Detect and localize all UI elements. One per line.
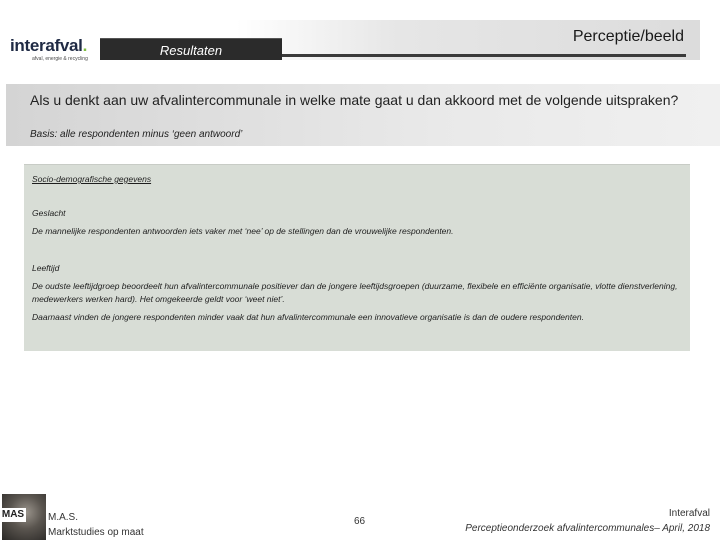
findings-panel [24,164,690,351]
mas-badge: MAS [1,509,25,520]
question-text: Als u denkt aan uw afvalintercommunale in welke mate gaat u dan akkoord met de volgende uitspraken? [30,92,679,108]
gender-finding: De mannelijke respondenten antwoorden iets vaker met ‘nee’ op de stellingen dan de vrouwelijke respondenten. [32,226,454,236]
basis-note: Basis: alle respondenten minus ‘geen antwoord’ [30,129,243,140]
company-name: Marktstudies op maat [48,527,144,538]
footer-report [465,506,710,536]
age-label: Leeftijd [32,263,60,273]
interafval-logo [4,26,96,66]
section-tab [100,38,282,60]
header-divider [282,54,686,57]
age-finding: De oudste leeftijdgroep beoordeelt hun afvalintercommunale positiever dan de jongere leeftijdsgroepen (duurzame, flexibele en efficiënte organisatie, vlotte dienstverlening, medewerkers werken hard). Het omgekeerde geldt voor ‘weet niet’. [32,281,678,304]
gender-label: Geslacht [32,208,66,218]
report-title: Perceptieonderzoek afvalintercommunales– April, 2018 [465,523,710,534]
client-name: Interafval [668,508,710,519]
section-tab-label: Resultaten [159,43,223,58]
logo-text: interafval [10,36,83,55]
logo-wordmark [10,36,87,56]
age-finding-innovation: Daarnaast vinden de jongere respondenten minder vaak dat hun afvalintercommunale een innovatieve organisatie is dan de oudere respondenten. [32,312,584,322]
panel-heading: Socio-demografische gegevens [32,174,152,184]
page-number: 66 [354,516,366,527]
logo-dot: . [82,36,88,55]
slide-title: Perceptie/beeld [572,28,684,45]
company-abbr: M.A.S. [48,512,79,523]
footer-company [48,510,144,540]
logo-tagline: afval, energie & recycling [32,56,88,62]
